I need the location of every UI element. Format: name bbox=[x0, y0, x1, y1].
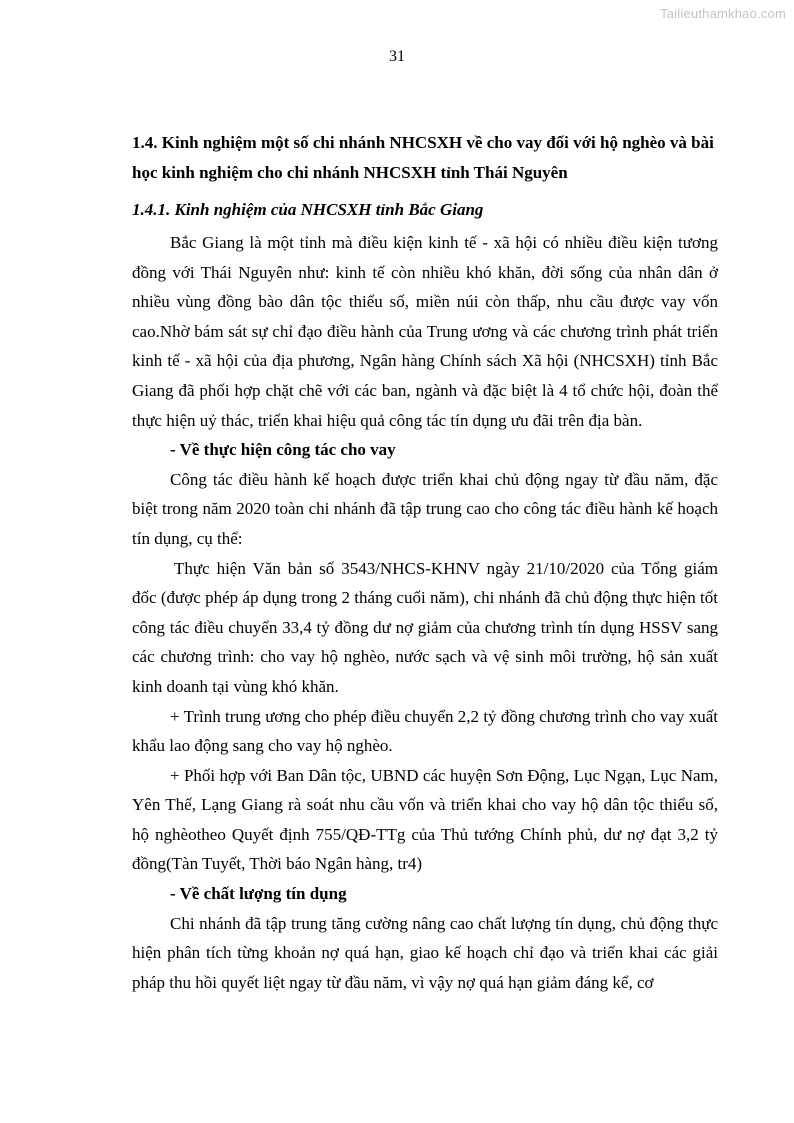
paragraph-credit-quality: Chi nhánh đã tập trung tăng cường nâng cao chất lượng tín dụng, chủ động thực hiện phân tích từng khoản nợ quá hạn, giao kế hoạch chỉ đạo và triển khai các giải pháp thu hồi quyết liệt ngay từ đầu năm, vì vậy nợ quá hạn giảm đáng kể, cơ bbox=[132, 913, 718, 992]
paragraph-document-3543: Thực hiện Văn bản số 3543/NHCS-KHNV ngày 21/10/2020 của Tổng giám đốc (được phép áp dụng trong 2 tháng cuối năm), chi nhánh đã chủ động thực hiện tốt công tác điều chuyển 33,4 tỷ đồng dư nợ giảm của chương trình tín dụng HSSV sang các chương trình: cho vay hộ nghèo, nước sạch và vệ sinh môi trường, hộ sản xuất kinh doanh tại vùng khó khăn. bbox=[132, 558, 718, 696]
bullet-heading-credit-quality: - Về chất lượng tín dụng bbox=[170, 884, 347, 904]
paragraph-transfer-export-labor: + Trình trung ương cho phép điều chuyển 2,2 tỷ đồng chương trình cho vay xuất khẩu lao động sang cho vay hộ nghèo. bbox=[132, 706, 718, 756]
document-body bbox=[132, 128, 718, 997]
paragraph-lending-plan: Công tác điều hành kế hoạch được triển khai chủ động ngay từ đầu năm, đặc biệt trong năm 2020 toàn chi nhánh đã tập trung cao cho công tác điều hành kế hoạch tín dụng, cụ thể: bbox=[132, 469, 718, 548]
paragraph-ethnic-minority-loans: + Phối hợp với Ban Dân tộc, UBND các huyện Sơn Động, Lục Ngạn, Lục Nam, Yên Thế, Lạng Giang rà soát nhu cầu vốn và triển khai cho vay hộ dân tộc thiểu số, hộ nghèotheo Quyết định 755/QĐ-TTg của Thủ tướng Chính phủ, dư nợ đạt 3,2 tỷ đồng(Tàn Tuyết, Thời báo Ngân hàng, tr4) bbox=[132, 765, 718, 874]
section-heading: 1.4. Kinh nghiệm một số chi nhánh NHCSXH về cho vay đối với hộ nghèo và bài học kinh nghiệm cho chi nhánh NHCSXH tỉnh Thái Nguyên bbox=[132, 133, 714, 182]
bullet-heading-lending: - Về thực hiện công tác cho vay bbox=[170, 440, 396, 460]
page-number: 31 bbox=[389, 48, 405, 65]
paragraph-intro: Bắc Giang là một tỉnh mà điều kiện kinh tế - xã hội có nhiều điều kiện tương đồng với Thái Nguyên như: kinh tế còn nhiều khó khăn, đời sống của nhân dân ở nhiều vùng đồng bào dân tộc thiểu số, miền núi còn thấp, nhu cầu được vay vốn cao.Nhờ bám sát sự chỉ đạo điều hành của Trung ương và các chương trình phát triển kinh tế - xã hội của địa phương, Ngân hàng Chính sách Xã hội (NHCSXH) tỉnh Bắc Giang đã phối hợp chặt chẽ với các ban, ngành và đặc biệt là 4 tổ chức hội, đoàn thể thực hiện uỷ thác, triển khai hiệu quả công tác tín dụng ưu đãi trên địa bàn. bbox=[132, 233, 718, 430]
subsection-heading: 1.4.1. Kinh nghiệm của NHCSXH tỉnh Bắc Giang bbox=[132, 200, 484, 219]
watermark-text: Tailieuthamkhao.com bbox=[660, 6, 786, 21]
